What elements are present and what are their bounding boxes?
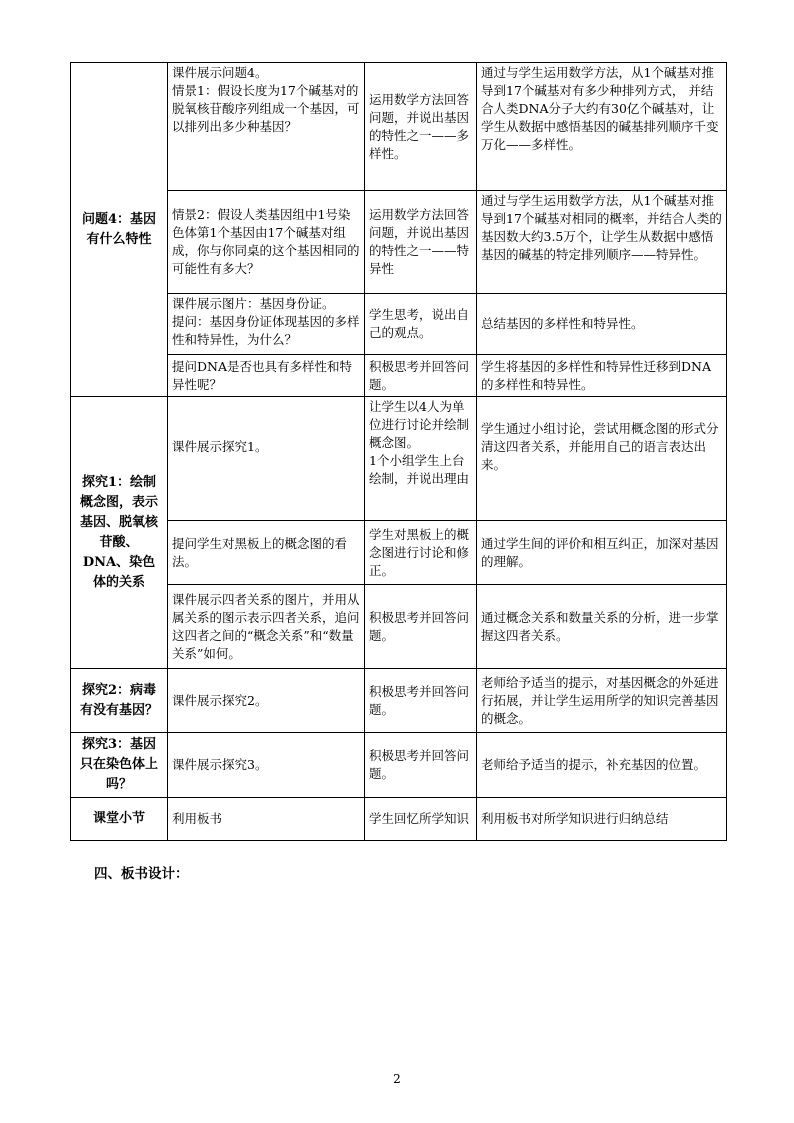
content-cell: 课件展示探究3。 — [168, 733, 365, 798]
student-cell: 让学生以4人为单位进行讨论并绘制概念图。 1个小组学生上台绘制，并说出理由 — [365, 397, 477, 521]
stage-cell: 课堂小节 — [71, 798, 168, 841]
table-row — [71, 585, 727, 669]
content-cell: 利用板书 — [168, 798, 365, 841]
student-cell: 积极思考并回答问题。 — [365, 355, 477, 397]
intent-cell: 通过概念关系和数量关系的分析，进一步掌握这四者关系。 — [477, 585, 727, 669]
stage-cell: 问题4：基因有什么特性 — [71, 63, 168, 397]
table-row — [71, 397, 727, 521]
student-cell: 积极思考并回答问题。 — [365, 669, 477, 733]
table-row — [71, 521, 727, 585]
stage-cell: 探究2：病毒有没有基因？ — [71, 669, 168, 733]
stage-cell: 探究3：基因只在染色体上吗？ — [71, 733, 168, 798]
intent-cell: 通过学生间的评价和相互纠正，加深对基因的理解。 — [477, 521, 727, 585]
content-cell: 课件展示图片：基因身份证。 提问：基因身份证体现基因的多样性和特异性，为什么？ — [168, 294, 365, 355]
content-cell: 提问DNA是否也具有多样性和特异性呢？ — [168, 355, 365, 397]
student-cell: 学生对黑板上的概念图进行讨论和修正。 — [365, 521, 477, 585]
content-cell: 课件展示探究2。 — [168, 669, 365, 733]
intent-cell: 老师给予适当的提示，对基因概念的外延进行拓展，并让学生运用所学的知识完善基因的概念。 — [477, 669, 727, 733]
intent-cell: 老师给予适当的提示，补充基因的位置。 — [477, 733, 727, 798]
page-number: 2 — [393, 1072, 401, 1086]
student-cell: 学生回忆所学知识 — [365, 798, 477, 841]
student-cell: 学生思考，说出自己的观点。 — [365, 294, 477, 355]
intent-cell: 利用板书对所学知识进行归纳总结 — [477, 798, 727, 841]
student-cell: 积极思考并回答问题。 — [365, 733, 477, 798]
intent-cell: 总结基因的多样性和特异性。 — [477, 294, 727, 355]
content-cell: 情景2：假设人类基因组中1号染色体第1个基因由17个碱基对组成，你与你同桌的这个基因相同的可能性有多大？ — [168, 191, 365, 294]
intent-cell: 通过与学生运用数学方法，从1个碱基对推导到17个碱基对有多少种排列方式， 并结合人类DNA分子大约有30亿个碱基对，让学生从数据中感悟基因的碱基排列顺序千变万化——多样性。 — [477, 63, 727, 191]
student-cell: 积极思考并回答问题。 — [365, 585, 477, 669]
table-row — [71, 798, 727, 841]
content-cell: 课件展示四者关系的图片，并用从属关系的图示表示四者关系，追问这四者之间的“概念关系”和“数量关系”如何。 — [168, 585, 365, 669]
intent-cell: 通过与学生运用数学方法，从1个碱基对推导到17个碱基对相同的概率，并结合人类的基因数大约3.5万个，让学生从数据中感悟基因的碱基的特定排列顺序——特异性。 — [477, 191, 727, 294]
table-row — [71, 355, 727, 397]
student-cell: 运用数学方法回答问题，并说出基因的特性之一——多样性。 — [365, 63, 477, 191]
table-row — [71, 733, 727, 798]
table-row — [71, 294, 727, 355]
intent-cell: 学生通过小组讨论，尝试用概念图的形式分清这四者关系，并能用自己的语言表达出来。 — [477, 397, 727, 521]
content-cell: 课件展示探究1。 — [168, 397, 365, 521]
stage-cell: 探究1：绘制概念图，表示基因、脱氧核苷酸、DNA、染色体的关系 — [71, 397, 168, 669]
section-heading: 四、板书设计： — [94, 866, 189, 882]
table-row — [71, 191, 727, 294]
table-row — [71, 669, 727, 733]
intent-cell: 学生将基因的多样性和特异性迁移到DNA的多样性和特异性。 — [477, 355, 727, 397]
table-row — [71, 63, 727, 191]
student-cell: 运用数学方法回答问题，并说出基因的特性之一——特异性 — [365, 191, 477, 294]
content-cell: 课件展示问题4。 情景1：假设长度为17个碱基对的脱氧核苷酸序列组成一个基因，可以排列出多少种基因？ — [168, 63, 365, 191]
lesson-plan-table — [70, 62, 727, 841]
content-cell: 提问学生对黑板上的概念图的看法。 — [168, 521, 365, 585]
